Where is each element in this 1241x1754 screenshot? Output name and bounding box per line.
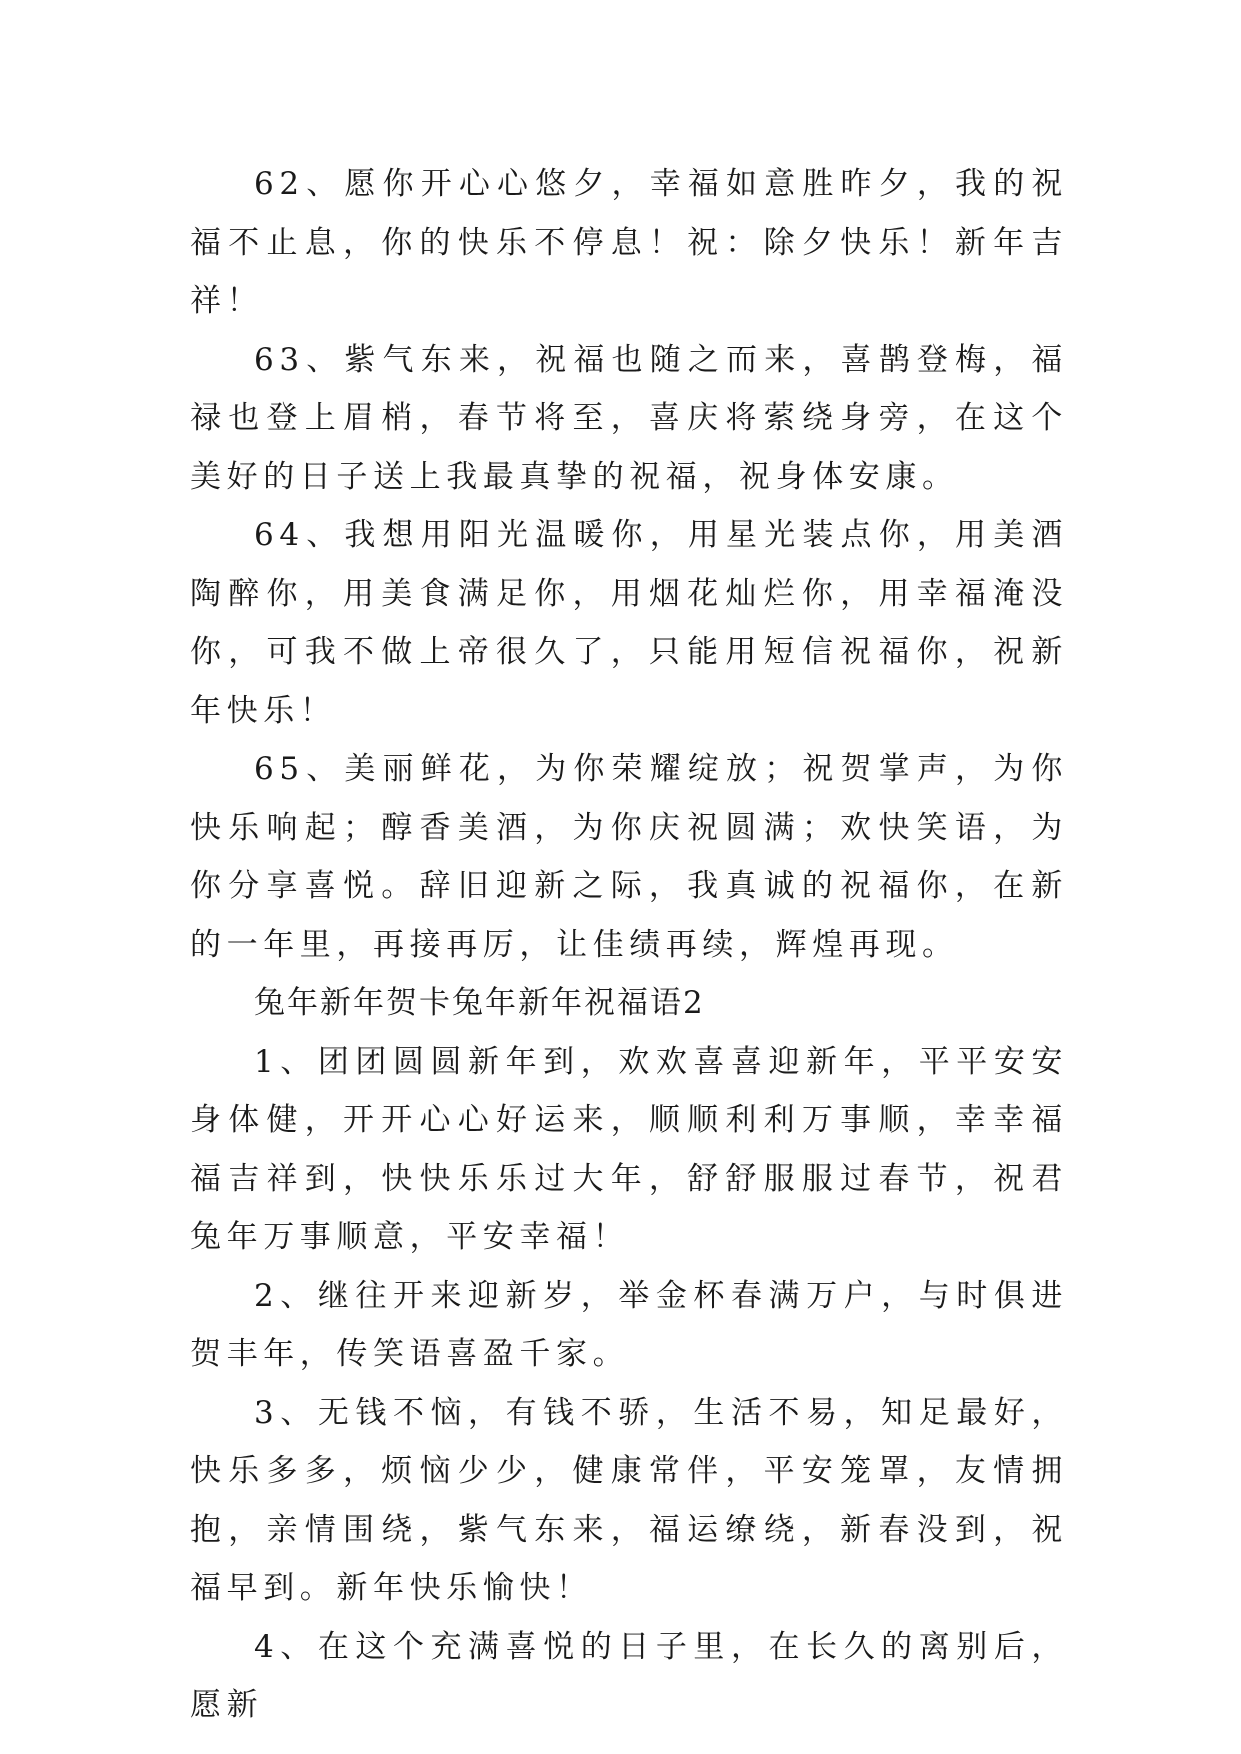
wish-item-2: 2、继往开来迎新岁，举金杯春满万户，与时俱进贺丰年，传笑语喜盈千家。	[190, 1277, 1068, 1372]
paragraph-65: 65、美丽鲜花，为你荣耀绽放；祝贺掌声，为你快乐响起；醇香美酒，为你庆祝圆满；欢快笑语，为你分享喜悦。辞旧迎新之际，我真诚的祝福你，在新的一年里，再接再厉，让佳绩再续，辉煌再现。	[190, 751, 1068, 963]
paragraph-62: 62、愿你开心心悠夕，幸福如意胜昨夕，我的祝福不止息，你的快乐不停息！祝：除夕快乐！新年吉祥！	[190, 166, 1068, 319]
section-heading: 兔年新年贺卡兔年新年祝福语2	[254, 985, 705, 1021]
paragraph-63: 63、紫气东来，祝福也随之而来，喜鹊登梅，福禄也登上眉梢，春节将至，喜庆将萦绕身旁，在这个美好的日子送上我最真挚的祝福，祝身体安康。	[190, 341, 1068, 495]
wish-item-1: 1、团团圆圆新年到，欢欢喜喜迎新年，平平安安身体健，开开心心好运来，顺顺利利万事顺，幸幸福福吉祥到，快快乐乐过大年，舒舒服服过春节，祝君兔年万事顺意，平安幸福！	[190, 1043, 1068, 1255]
document-body	[190, 155, 1068, 1735]
paragraph-64: 64、我想用阳光温暖你，用星光装点你，用美酒陶醉你，用美食满足你，用烟花灿烂你，用幸福淹没你，可我不做上帝很久了，只能用短信祝福你，祝新年快乐！	[190, 517, 1068, 729]
wish-item-3: 3、无钱不恼，有钱不骄，生活不易，知足最好，快乐多多，烦恼少少，健康常伴，平安笼罩，友情拥抱，亲情围绕，紫气东来，福运缭绕，新春没到，祝福早到。新年快乐愉快！	[190, 1394, 1068, 1606]
wish-item-4: 4、在这个充满喜悦的日子里，在长久的离别后，愿新	[190, 1628, 1068, 1723]
